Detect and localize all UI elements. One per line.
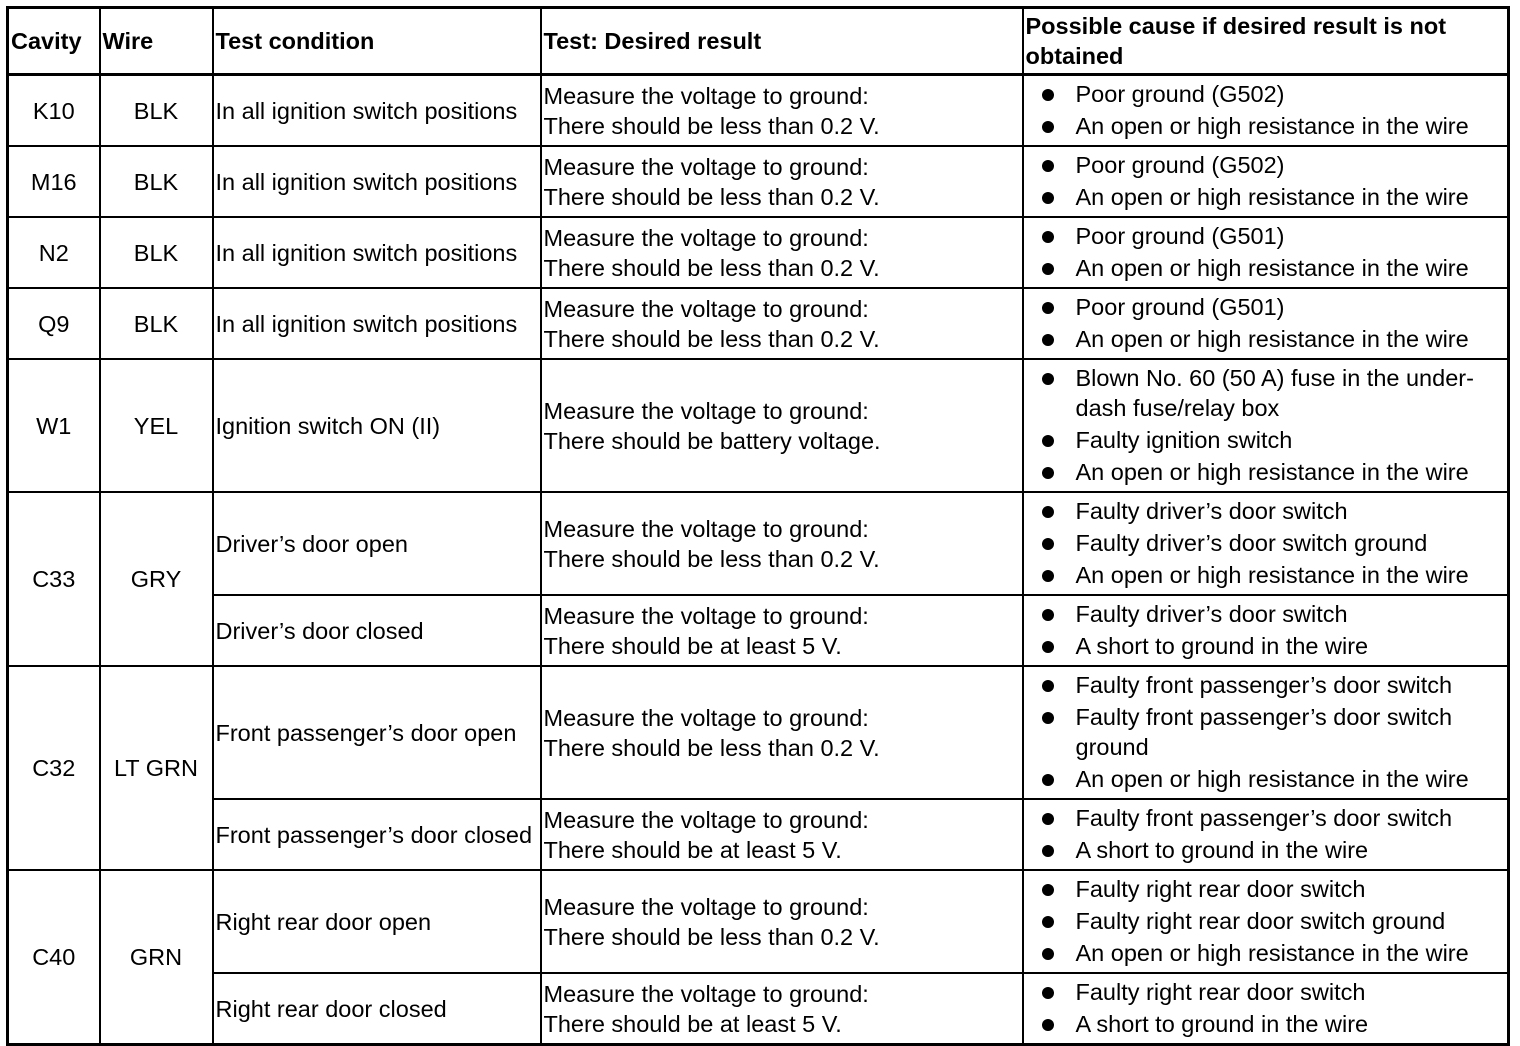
bullet-icon	[1042, 302, 1054, 314]
result-line: Measure the voltage to ground:	[543, 806, 869, 833]
cause-item: An open or high resistance in the wire	[1024, 457, 1506, 487]
result-line: There should be less than 0.2 V.	[543, 254, 880, 281]
wire-cell: BLK	[100, 288, 213, 359]
result-cell	[541, 75, 1023, 147]
result-line: There should be less than 0.2 V.	[543, 545, 880, 572]
result-cell	[541, 146, 1023, 217]
table-row	[8, 217, 1509, 288]
table-row	[8, 146, 1509, 217]
result-cell	[541, 217, 1023, 288]
wire-cell: GRN	[100, 870, 213, 1045]
bullet-icon	[1042, 231, 1054, 243]
cause-item: Faulty driver’s door switch	[1024, 496, 1506, 526]
condition-cell: Driver’s door open	[213, 492, 541, 595]
condition-cell: In all ignition switch positions	[213, 146, 541, 217]
cause-cell	[1023, 217, 1509, 288]
cause-item: Poor ground (G502)	[1024, 79, 1506, 109]
condition-cell: In all ignition switch positions	[213, 288, 541, 359]
test-table	[6, 6, 1510, 1046]
bullet-icon	[1042, 89, 1054, 101]
bullet-icon	[1042, 916, 1054, 928]
cause-cell	[1023, 666, 1509, 799]
cause-item: Faulty right rear door switch	[1024, 977, 1506, 1007]
result-line: Measure the voltage to ground:	[543, 515, 869, 542]
result-line: Measure the voltage to ground:	[543, 224, 869, 251]
cause-cell	[1023, 75, 1509, 147]
cause-item: An open or high resistance in the wire	[1024, 182, 1506, 212]
cause-cell	[1023, 799, 1509, 870]
header-desired-result: Test: Desired result	[541, 8, 1023, 75]
condition-cell: In all ignition switch positions	[213, 217, 541, 288]
table-row	[8, 492, 1509, 595]
cause-item: An open or high resistance in the wire	[1024, 111, 1506, 141]
bullet-icon	[1042, 121, 1054, 133]
table-row	[8, 75, 1509, 147]
result-cell	[541, 492, 1023, 595]
bullet-icon	[1042, 467, 1054, 479]
cause-cell	[1023, 359, 1509, 492]
bullet-icon	[1042, 948, 1054, 960]
cavity-cell: C32	[8, 666, 100, 870]
bullet-icon	[1042, 641, 1054, 653]
cause-item: Poor ground (G501)	[1024, 221, 1506, 251]
cause-item: An open or high resistance in the wire	[1024, 253, 1506, 283]
cause-item: An open or high resistance in the wire	[1024, 764, 1506, 794]
cause-item: Poor ground (G502)	[1024, 150, 1506, 180]
header-test-condition: Test condition	[213, 8, 541, 75]
bullet-icon	[1042, 1019, 1054, 1031]
cause-item: Poor ground (G501)	[1024, 292, 1506, 322]
cause-item: Faulty right rear door switch ground	[1024, 906, 1506, 936]
bullet-icon	[1042, 609, 1054, 621]
result-line: Measure the voltage to ground:	[543, 82, 869, 109]
bullet-icon	[1042, 373, 1054, 385]
header-possible-cause: Possible cause if desired result is not obtained	[1023, 8, 1509, 75]
result-line: There should be less than 0.2 V.	[543, 923, 880, 950]
bullet-icon	[1042, 845, 1054, 857]
table-row	[8, 799, 1509, 870]
table-row	[8, 359, 1509, 492]
cause-item: Faulty driver’s door switch	[1024, 599, 1506, 629]
result-line: Measure the voltage to ground:	[543, 893, 869, 920]
result-line: There should be battery voltage.	[543, 427, 881, 454]
cavity-cell: N2	[8, 217, 100, 288]
bullet-icon	[1042, 884, 1054, 896]
cause-cell	[1023, 146, 1509, 217]
result-line: Measure the voltage to ground:	[543, 153, 869, 180]
bullet-icon	[1042, 813, 1054, 825]
result-cell	[541, 799, 1023, 870]
bullet-icon	[1042, 538, 1054, 550]
cause-item: A short to ground in the wire	[1024, 835, 1506, 865]
cause-cell	[1023, 595, 1509, 666]
table-row	[8, 288, 1509, 359]
cause-item: Faulty driver’s door switch ground	[1024, 528, 1506, 558]
condition-cell: In all ignition switch positions	[213, 75, 541, 147]
bullet-icon	[1042, 680, 1054, 692]
wire-cell: BLK	[100, 146, 213, 217]
wire-cell: YEL	[100, 359, 213, 492]
cause-item: Faulty front passenger’s door switch	[1024, 803, 1506, 833]
bullet-icon	[1042, 192, 1054, 204]
cause-item: Faulty right rear door switch	[1024, 874, 1506, 904]
result-line: Measure the voltage to ground:	[543, 295, 869, 322]
result-line: Measure the voltage to ground:	[543, 602, 869, 629]
wire-cell: BLK	[100, 217, 213, 288]
condition-cell: Right rear door closed	[213, 973, 541, 1045]
result-line: There should be less than 0.2 V.	[543, 734, 880, 761]
condition-cell: Driver’s door closed	[213, 595, 541, 666]
cavity-cell: Q9	[8, 288, 100, 359]
bullet-icon	[1042, 435, 1054, 447]
bullet-icon	[1042, 987, 1054, 999]
wire-cell: BLK	[100, 75, 213, 147]
table-row	[8, 870, 1509, 973]
cause-item: A short to ground in the wire	[1024, 631, 1506, 661]
bullet-icon	[1042, 334, 1054, 346]
condition-cell: Front passenger’s door open	[213, 666, 541, 799]
condition-cell: Ignition switch ON (II)	[213, 359, 541, 492]
cause-item: An open or high resistance in the wire	[1024, 938, 1506, 968]
cause-item: An open or high resistance in the wire	[1024, 324, 1506, 354]
result-cell	[541, 288, 1023, 359]
cause-cell	[1023, 973, 1509, 1045]
bullet-icon	[1042, 570, 1054, 582]
result-line: Measure the voltage to ground:	[543, 704, 869, 731]
result-line: Measure the voltage to ground:	[543, 397, 869, 424]
cavity-cell: C40	[8, 870, 100, 1045]
cavity-cell: C33	[8, 492, 100, 666]
table-row	[8, 666, 1509, 799]
result-line: There should be less than 0.2 V.	[543, 183, 880, 210]
condition-cell: Right rear door open	[213, 870, 541, 973]
bullet-icon	[1042, 712, 1054, 724]
wire-cell: GRY	[100, 492, 213, 666]
cause-item: Blown No. 60 (50 A) fuse in the under-dash fuse/relay box	[1024, 363, 1506, 423]
cause-cell	[1023, 492, 1509, 595]
cause-item: Faulty front passenger’s door switch	[1024, 670, 1506, 700]
result-cell	[541, 666, 1023, 799]
result-line: There should be less than 0.2 V.	[543, 325, 880, 352]
header-wire: Wire	[100, 8, 213, 75]
cause-cell	[1023, 288, 1509, 359]
bullet-icon	[1042, 774, 1054, 786]
result-cell	[541, 359, 1023, 492]
cause-cell	[1023, 870, 1509, 973]
cause-item: Faulty ignition switch	[1024, 425, 1506, 455]
result-cell	[541, 973, 1023, 1045]
cavity-cell: K10	[8, 75, 100, 147]
result-line: There should be at least 5 V.	[543, 1010, 842, 1037]
cavity-cell: W1	[8, 359, 100, 492]
condition-cell: Front passenger’s door closed	[213, 799, 541, 870]
bullet-icon	[1042, 506, 1054, 518]
result-line: There should be less than 0.2 V.	[543, 112, 880, 139]
result-cell	[541, 595, 1023, 666]
result-line: Measure the voltage to ground:	[543, 980, 869, 1007]
result-cell	[541, 870, 1023, 973]
header-cavity: Cavity	[8, 8, 100, 75]
result-line: There should be at least 5 V.	[543, 836, 842, 863]
result-line: There should be at least 5 V.	[543, 632, 842, 659]
wire-cell: LT GRN	[100, 666, 213, 870]
cause-item: A short to ground in the wire	[1024, 1009, 1506, 1039]
cavity-cell: M16	[8, 146, 100, 217]
header-row	[8, 8, 1509, 75]
cause-item: Faulty front passenger’s door switch ground	[1024, 702, 1506, 762]
cause-item: An open or high resistance in the wire	[1024, 560, 1506, 590]
bullet-icon	[1042, 160, 1054, 172]
table-row	[8, 595, 1509, 666]
bullet-icon	[1042, 263, 1054, 275]
table-row	[8, 973, 1509, 1045]
